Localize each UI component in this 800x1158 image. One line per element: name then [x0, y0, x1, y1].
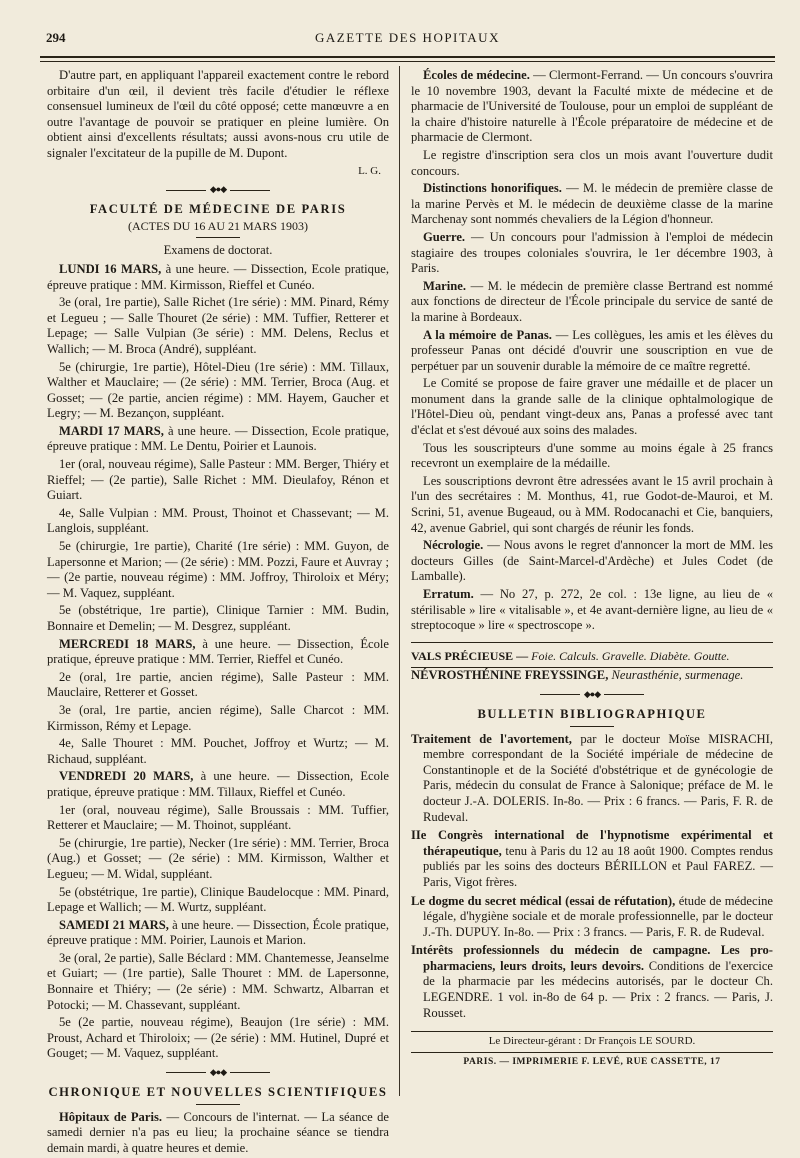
paragraph-text: — Nous avons le regret d'annoncer la mort de MM. les docteurs Gilles (de Saint-Marcel-d'Ardèche) et Jules Codet (de Lamballe).: [411, 538, 773, 584]
paragraph-text: — Un concours pour l'admission à l'emploi de médecin stagiaire des troupes coloniales s'ouvrira, le 1er décembre 1903, à Paris.: [411, 229, 773, 276]
paragraph-text: 5e (chirurgie, 1re partie), Hôtel-Dieu (1re série) : MM. Tillaux, Walther et Mauclaire; — (2e série) : MM. Terrier, Broca (Aug. et Gosset; — (2e partie, ancien régime) : MM. Hayem, Gaucher et Legry; — M. Bezançon, suppléant.: [47, 359, 389, 421]
section-ornament: ◆●◆: [411, 690, 773, 699]
paragraph-lead: MARDI 17 MARS,: [59, 423, 164, 438]
ad-vals-label: VALS PRÉCIEUSE —: [411, 648, 529, 663]
paragraph-lead: Nécrologie.: [423, 538, 484, 553]
paragraph-text: à une heure. — Dissection, École pratique, épreuve pratique : MM. Poirier, Launois et Marion.: [47, 917, 389, 948]
paragraph-text: à une heure. — Dissection, Ecole pratique, épreuve pratique : MM. Le Dentu, Poirier et Launois.: [47, 423, 389, 454]
left-column: [47, 68, 389, 1158]
short-rule: [570, 726, 614, 727]
paragraph: [47, 603, 389, 634]
paragraph-lead: Distinctions honorifiques.: [423, 181, 562, 196]
paragraph-text: à une heure. — Dissection, Ecole pratique, épreuve pratique : MM. Tillaux, Rieffel et Cunéo.: [47, 769, 390, 799]
paragraph-text: par le docteur Moïse MISRACHI, membre correspondant de la Société impériale de médecine de Constantinople et de la Société d'obstétrique et de gynécologie de Paris, médecin du consulat de France à Salonique; préface de M. le docteur J.-A. DOLERIS. In-8o. — Prix : 6 francs. — Paris, F. R. de Rudeval.: [423, 731, 773, 824]
paragraph-text: — M. le médecin de première classe Bertrand est nommé aux fonctions de directeur de l'École principale du service de santé de la marine à Bordeaux.: [411, 278, 773, 324]
director-line: Le Directeur-gérant : Dr François LE SOURD.: [411, 1034, 773, 1053]
paragraph-text: — Clermont-Ferrand. — Un concours s'ouvrira le 10 novembre 1903, devant la Faculté mixte de médecine et de pharmacie de l'Université de Toulouse, pour un emploi de suppléant de la chaire d'histoire naturelle à l'École préparatoire de médecine et de pharmacie de Clermont.: [411, 68, 774, 145]
paragraph-text: — Concours de l'internat. — La séance de samedi dernier n'a pas eu lieu; la prochaine séance se tiendra demain mardi, à quatre heures et demie.: [47, 1109, 390, 1155]
paragraph: [411, 732, 773, 826]
paragraph-text: 3e (oral, 1re partie), Salle Richet (1re série) : MM. Pinard, Rémy et Legueu ; — Salle Thouret (2e série) : MM. Tuffier, Retterer et Lepage; — Salle Vulpian (3e série) : MM. Delens, Reclus et Wallich; — M. Broca (André), suppléant.: [47, 295, 389, 356]
paragraph-text: 5e (chirurgie, 1re partie), Necker (1re série) : MM. Terrier, Broca (Aug.) et Gosset; — (2e série) : MM. Kirmisson, Walther et Legueu; — M. Widal, suppléant.: [47, 835, 389, 881]
paragraph: [411, 328, 773, 375]
news-section: [411, 68, 773, 634]
paragraph: [47, 360, 389, 422]
paragraph-text: 5e (obstétrique, 1re partie), Clinique Tarnier : MM. Budin, Bonnaire et Demelin; — M. Desgrez, suppléant.: [47, 603, 389, 633]
ad-vals: [411, 649, 773, 665]
paragraph-text: 2e (oral, 1re partie, ancien régime), Salle Pasteur : MM. Mauclaire, Retterer et Gosset.: [47, 669, 389, 700]
paragraph: [47, 803, 389, 834]
examens-title: Examens de doctorat.: [163, 243, 273, 258]
page-number: 294: [46, 30, 66, 45]
paragraph: [411, 148, 773, 179]
intro-section: [47, 68, 389, 162]
page-header: [40, 30, 775, 52]
intro-signature: L. G.: [358, 164, 381, 177]
paragraph-lead: Traitement de l'avortement,: [411, 731, 572, 746]
paragraph: [47, 1015, 389, 1062]
paragraph: [411, 376, 773, 438]
paragraph-text: — M. le médecin de première classe de la marine Pervès et M. le médecin de deuxième classe de la marine Marchenay sont nommés chevaliers de la Légion d'honneur.: [411, 181, 774, 227]
paragraph: [47, 506, 389, 537]
paragraph-lead: LUNDI 16 MARS,: [59, 261, 162, 276]
footer-box: [411, 1031, 773, 1053]
ad-vals-text: Foie. Calculs. Gravelle. Diabète. Goutte.: [528, 648, 730, 663]
paragraph-text: à une heure. — Dissection, École pratique, épreuve pratique : MM. Terrier, Rieffel et Cunéo.: [47, 636, 390, 667]
paragraph: [411, 894, 773, 941]
paragraph: [47, 918, 389, 949]
paragraph-lead: A la mémoire de Panas.: [423, 327, 552, 342]
chronique-title: CHRONIQUE ET NOUVELLES SCIENTIFIQUES: [48, 1085, 388, 1100]
paragraph: [47, 736, 389, 767]
faculte-subtitle: (ACTES DU 16 AU 21 MARS 1903): [127, 218, 308, 233]
paragraph: [411, 441, 773, 472]
paragraph-text: — No 27, p. 272, 2e col. : 13e ligne, au lieu de « stérilisable » lire « vitalisable », et 4e avant-dernière ligne, au lieu de « streptocoque » lire « spectroscope ».: [411, 587, 773, 633]
paragraph-text: étude de médecine légale, d'hygiène sociale et de morale professionnelle, par le docteur J.-Th. DUPUY. In-8o. — Prix : 3 francs. — Paris, F. R. de Rudeval.: [423, 893, 773, 939]
column-divider: [399, 66, 400, 1096]
paragraph: [47, 457, 389, 504]
paragraph-text: 3e (oral, 1re partie, ancien régime), Salle Charcot : MM. Kirmisson, Rémy et Lepage.: [47, 702, 389, 733]
paragraph-text: 4e, Salle Thouret : MM. Pouchet, Joffroy et Wurtz; — M. Richaud, suppléant.: [47, 736, 389, 766]
paragraph-text: Tous les souscripteurs d'une somme au moins égale à 25 francs recevront un exemplaire de la médaille.: [411, 440, 773, 471]
exam-list: [47, 262, 389, 1062]
paragraph-lead: Guerre.: [423, 229, 466, 244]
paragraph: [411, 279, 773, 326]
paragraph: [47, 951, 389, 1013]
paragraph: [47, 670, 389, 701]
paragraph: [411, 587, 773, 634]
paragraph: [47, 262, 389, 293]
section-ornament: ◆●◆: [47, 1068, 389, 1077]
paragraph-lead: VENDREDI 20 MARS,: [59, 769, 194, 784]
paragraph: [411, 68, 773, 146]
bulletin-title: BULLETIN BIBLIOGRAPHIQUE: [477, 706, 707, 721]
ad-rule: [411, 642, 773, 643]
paragraph: [47, 885, 389, 916]
short-rule: [196, 1104, 240, 1105]
paragraph-text: 4e, Salle Vulpian : MM. Proust, Thoinot et Chassevant; — M. Langlois, suppléant.: [47, 505, 389, 536]
paragraph-text: 5e (chirurgie, 1re partie), Charité (1re série) : MM. Guyon, de Lapersonne et Marion; — (2e série) : MM. Pozzi, Faure et Auvray ; — (2e partie, nouveau régime) : MM. Joffroy, Thiroloix et Méry; — M. Vaquez, suppléant.: [47, 539, 389, 600]
paragraph-lead: IIe Congrès international de l'hypnotisme expérimental et thérapeutique,: [411, 828, 773, 858]
paragraph: [411, 538, 773, 585]
paragraph-lead: MERCREDI 18 MARS,: [59, 636, 196, 651]
paragraph-text: 1er (oral, nouveau régime), Salle Pasteur : MM. Berger, Thiéry et Rieffel; — (2e partie), Salle Richet : MM. Dieulafoy, Rénon et Guiart.: [47, 457, 389, 503]
paragraph-lead: Écoles de médecine.: [423, 68, 530, 82]
paragraph-lead: Intérêts professionnels du médecin de campagne. Les pro-pharmaciens, leurs droits, leurs devoirs.: [411, 943, 773, 973]
paragraph-lead: SAMEDI 21 MARS,: [59, 917, 169, 932]
paragraph-text: 5e (obstétrique, 1re partie), Clinique Baudelocque : MM. Pinard, Lepage et Wallich; — M. Wurtz, suppléant.: [47, 884, 389, 915]
paragraph: [47, 1110, 389, 1157]
paragraph-lead: Le dogme du secret médical (essai de réfutation),: [411, 893, 676, 908]
paragraph: [411, 828, 773, 890]
paragraph: [47, 539, 389, 601]
paragraph-lead: Hôpitaux de Paris.: [59, 1109, 162, 1124]
paragraph: [411, 230, 773, 277]
ad-nevro: [411, 668, 773, 684]
paragraph: [47, 769, 389, 800]
biblio-section: [411, 732, 773, 1022]
paragraph-text: — Les collègues, les amis et les élèves du professeur Panas ont décidé d'ouvrir une souscription en vue de perpétuer par un souvenir durable la mémoire de ce maître regretté.: [411, 327, 774, 373]
right-column: [411, 68, 773, 1070]
paragraph: [411, 943, 773, 1021]
paragraph-lead: Marine.: [423, 278, 467, 293]
paragraph: [411, 181, 773, 228]
printer-line: PARIS. — IMPRIMERIE F. LEVÉ, RUE CASSETTE, 17: [463, 1056, 721, 1067]
section-ornament: ◆●◆: [47, 185, 389, 194]
short-rule: [196, 237, 240, 238]
header-rule-thin: [40, 61, 775, 62]
faculte-title: FACULTÉ DE MÉDECINE DE PARIS: [89, 202, 347, 217]
paragraph-text: à une heure. — Dissection, Ecole pratique, épreuve pratique : MM. Kirmisson, Rieffel et Cunéo.: [47, 261, 389, 292]
paragraph: [411, 474, 773, 536]
paragraph-text: Conditions de l'exercice de la pharmacie par les médecins autorisés, par le docteur Ch. LEGENDRE. 1 vol. in-8o de 64 p. — Prix : 2 francs. — Paris, J. Rousset.: [423, 958, 773, 1020]
paragraph-text: Les souscriptions devront être adressées avant le 15 avril prochain à l'un des secrétaires : M. Monthus, 41, rue Godot-de-Mauroi, et M. Scrini, 51, avenue Bugeaud, ou à MM. Rodocanachi et Cie, banquiers, 42, avenue Gabriel, qui sont chargés de réunir les fonds.: [411, 473, 773, 535]
paragraph-text: 1er (oral, nouveau régime), Salle Broussais : MM. Tuffier, Retterer et Mauclaire; — M. Thoinot, suppléant.: [47, 802, 389, 833]
paragraph: [47, 836, 389, 883]
paragraph: D'autre part, en appliquant l'appareil exactement contre le rebord orbitaire d'un œil, il devient très facile d'étudier le réflexe consensuel lumineux de l'œil du côté opposé; cette manœuvre a en outre l'avantage de pouvoir se pratiquer en pleine lumière. On obtient ainsi d'excellents résultats; aussi avons-nous cru utile de signaler l'excitateur de la pupille de M. Dupont.: [47, 68, 389, 160]
ad-nevro-text: Neurasthénie, surmenage.: [608, 668, 744, 683]
paragraph-lead: Erratum.: [423, 587, 474, 601]
paragraph-text: 3e (oral, 2e partie), Salle Béclard : MM. Chantemesse, Jeanselme et Guiart; — (1re partie), Salle Thouret : MM. de Lapersonne, Bonnaire et Thiéry; — (2e série) : MM. Schwartz, Albarran et Potocki; — M. Chassevant, suppléant.: [47, 950, 389, 1012]
paragraph-text: 5e (2e partie, nouveau régime), Beaujon (1re série) : MM. Proust, Achard et Thiroloix; — (2e série) : MM. Hutinel, Dupré et Gouget; — M. Vaquez, suppléant.: [47, 1015, 389, 1061]
chronique-section: [47, 1110, 389, 1157]
paragraph-text: Le Comité se propose de faire graver une médaille et de placer un monument dans la grande salle de la clinique ophtalmologique de l'Hôtel-Dieu où, pendant vingt-deux ans, Panas a professé avec tant d'éclat et s'est dévoué aux soins des malades.: [411, 376, 773, 438]
paragraph: [47, 703, 389, 734]
paragraph: [47, 637, 389, 668]
paragraph-text: Le registre d'inscription sera clos un mois avant l'ouverture dudit concours.: [411, 147, 773, 178]
paragraph: [47, 295, 389, 357]
paragraph-text: tenu à Paris du 12 au 18 août 1900. Comptes rendus publiés par les soins des docteurs BÉRILLON et Paul FAREZ. — Paris, Vigot frères.: [423, 843, 773, 889]
running-title: GAZETTE DES HOPITAUX: [315, 30, 500, 45]
header-rule: [40, 56, 775, 58]
ad-nevro-label: NÉVROSTHÉNINE FREYSSINGE,: [411, 668, 609, 683]
paragraph: [47, 424, 389, 455]
